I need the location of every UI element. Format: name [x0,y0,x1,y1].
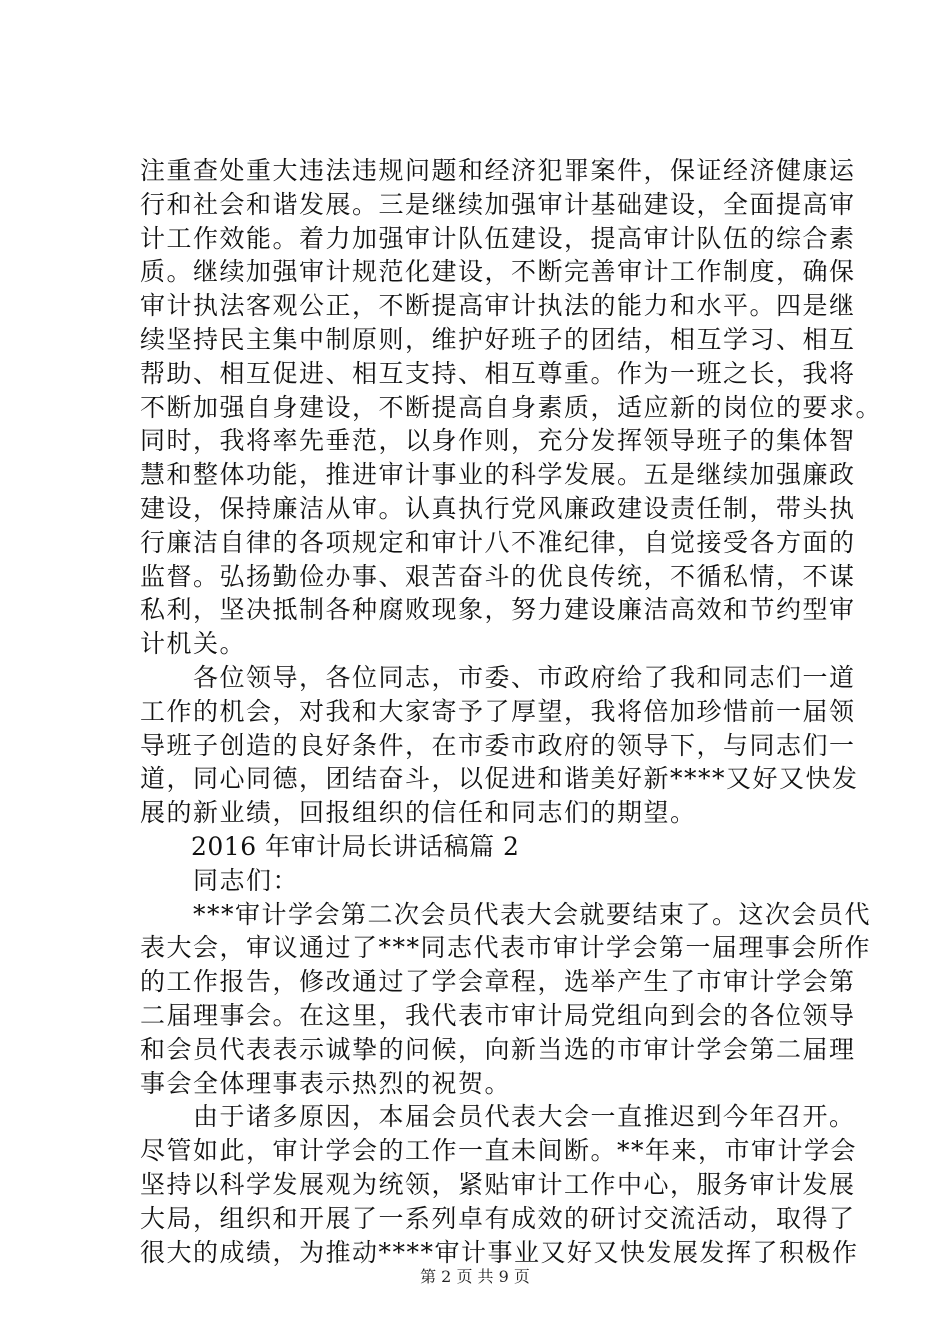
text-line: 道，同心同德，团结奋斗，以促进和谐美好新****又好又快发 [140,764,859,794]
text-line: 尽管如此，审计学会的工作一直未间断。**年来，市审计学会 [140,1136,858,1166]
text-line: 工作的机会，对我和大家寄予了厚望，我将倍加珍惜前一届领 [140,696,856,726]
text-line: 计机关。 [140,629,247,659]
text-line: 不断加强自身建设，不断提高自身素质，适应新的岗位的要求。 [140,392,883,422]
text-line: 大局，组织和开展了一系列卓有成效的研讨交流活动，取得了 [140,1203,856,1233]
text-line: 审计执法客观公正，不断提高审计执法的能力和水平。四是继 [140,291,856,321]
text-line: 建设，保持廉洁从审。认真执行党风廉政建设责任制，带头执 [140,493,856,523]
text-line: 的工作报告，修改通过了学会章程，选举产生了市审计学会第 [140,967,856,997]
text-line: 帮助、相互促进、相互支持、相互尊重。作为一班之长，我将 [140,358,856,388]
page-number-footer: 第 2 页 共 9 页 [420,1267,530,1286]
salutation-line: 同志们： [140,865,300,895]
text-line: 二届理事会。在这里，我代表市审计局党组向到会的各位领导 [140,1000,856,1030]
text-line: 很大的成绩，为推动****审计事业又好又快发展发挥了积极作 [140,1237,859,1267]
text-line: 行廉洁自律的各项规定和审计八不准纪律，自觉接受各方面的 [140,527,856,557]
section-heading: 2016 年审计局长讲话稿篇 2 [140,831,520,861]
text-line: 质。继续加强审计规范化建设，不断完善审计工作制度，确保 [140,257,856,287]
text-line: 慧和整体功能，推进审计事业的科学发展。五是继续加强廉政 [140,460,856,490]
text-line: 行和社会和谐发展。三是继续加强审计基础建设，全面提高审 [140,189,856,219]
paragraph-start-line: 由于诸多原因，本届会员代表大会一直推迟到今年召开。 [140,1102,856,1132]
text-line: 监督。弘扬勤俭办事、艰苦奋斗的优良传统，不循私情，不谋 [140,561,856,591]
document-body [140,154,883,1269]
text-line: 事会全体理事表示热烈的祝贺。 [140,1068,512,1098]
paragraph-start-line: 各位领导，各位同志，市委、市政府给了我和同志们一道 [140,662,856,692]
text-line: 同时，我将率先垂范，以身作则，充分发挥领导班子的集体智 [140,426,856,456]
text-line: 导班子创造的良好条件，在市委市政府的领导下，与同志们一 [140,730,856,760]
text-line: 和会员代表表示诚挚的问候，向新当选的市审计学会第二届理 [140,1034,856,1064]
text-line: 续坚持民主集中制原则，维护好班子的团结，相互学习、相互 [140,324,856,354]
text-line: 私利，坚决抵制各种腐败现象，努力建设廉洁高效和节约型审 [140,595,856,625]
text-line: 注重查处重大违法违规问题和经济犯罪案件，保证经济健康运 [140,156,856,185]
text-line: 表大会，审议通过了***同志代表市审计学会第一届理事会所作 [140,933,872,963]
text-line: 坚持以科学发展观为统领，紧贴审计工作中心，服务审计发展 [140,1169,856,1199]
paragraph-start-line: ***审计学会第二次会员代表大会就要结束了。这次会员代 [140,899,872,929]
text-line: 展的新业绩，回报组织的信任和同志们的期望。 [140,798,697,828]
text-line: 计工作效能。着力加强审计队伍建设，提高审计队伍的综合素 [140,223,856,253]
